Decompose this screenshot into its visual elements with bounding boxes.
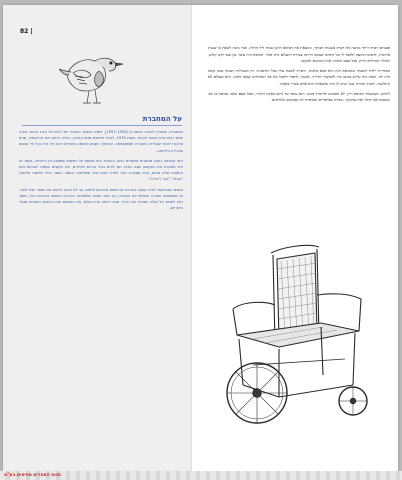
main-body-text xyxy=(208,45,390,107)
sidebar-paragraph: בשנים האחרונות לחייה עסקה בעריכת הרשימות ובהכנתן לדפוס, אך לא זכתה לראות את הספר יוצא לאור. בני משפחתה וחבריה השלימו את העבודה, וכך נוצר הספר שלפניכם. העריכה נעשתה בזהירות רבה, מתוך רצון לשמור על קולה המיוחד ועל הדרך שבה ראתה את העולם, את האנשים ואת הרגעים הקטנים שבחיי היום־יום. xyxy=(19,187,183,211)
robin-bird-illustration xyxy=(59,45,125,111)
printer-slug-text: חנות הספרים מפיצים בע"מ xyxy=(4,473,62,478)
page-number: 82 | xyxy=(20,28,33,35)
main-paragraph: לימים, כשנשאר הכיסא ריק, לא הסכמנו להיפרד ממנו. הוא עומד עד היום בפינת החדר, ובכל פעם שאני מביטה בו אני שומעת את קולה ואת צחוקה, ונזכרת בסיפורים שסיפרה לנו בערבים הארוכים. xyxy=(208,90,390,103)
wheelchair-illustration xyxy=(213,235,383,435)
main-paragraph: כשהייתי ילדה חשבתי שהכיסא הזה הוא כסא מלכות, ורציתי לשבת עליו בכל הזדמנות. רק כשגדלתי הבנתי כמה קשה היה לה, וכמה כוח נדרש ממנה כדי להמשיך ולחייך, לבשל, לתפור ולקבל את פני האורחים שבאו לבקר. היא מעולם לא התלוננה, ותמיד אמרה שמי שיש לו בית ומשפחה הוא אדם עשיר באמת. xyxy=(208,67,390,86)
column-gutter xyxy=(191,5,192,471)
main-paragraph: פעמים רבות הייתי מגיעה אל הבית בשעות הבוקר, ומוצאת את הכיסא הישן עומד ליד החלון. אמי נהגה לשבת בו שעות ארוכות, להביט החוצה ולספר לי על הימים שבהם הייתה צעירה והעולם היה אחר. הכיסא היה עשוי עץ כבד וקש קלוע, וגלגליו הגדולים חרקו בכל פעם שהזזנו אותו ממקום למקום. xyxy=(208,45,390,64)
sidebar-heading: על המחברת xyxy=(22,115,182,126)
sidebar-paragraph: בימי עבודתה כתבה מאמרים וסיפורים רבים, והחיבור הזה מבוסס על רשימות שמצאה בין ניירותיה. בספר זה היא מתארת את התקופה שבה עבדה עם ילדים בעלי צרכים מיוחדים, את הקשיים שעמדו לפניהם ואת התקוות שליוו אותם, והיא מספרת כיצד למדה מהם יותר משלימדה אותם. הספר כולל שלושה חלקים: "בבית", "בגן" ו"בדרך". xyxy=(19,158,183,182)
sidebar-text xyxy=(19,129,183,215)
sidebar-paragraph: המחברת, ציפורה ליבובה מרמת גן (1939–1997), למדה במוסד הציבורי של דרום תל אביב והייתה מורה שנים רבות בבית הספר לבנות. בשנת 1975, לאחר חמישים שנות עבודה, החלה לכתוב את זיכרונותיה, שנים ארוכות לאחר שנפרדה מחבריה וממשפחתה, ובמהלך השנים פרסמה סיפורים רבים על חייה ועל חיי אנשים שהכירה בילדותה. xyxy=(19,130,183,153)
book-page xyxy=(3,5,398,471)
